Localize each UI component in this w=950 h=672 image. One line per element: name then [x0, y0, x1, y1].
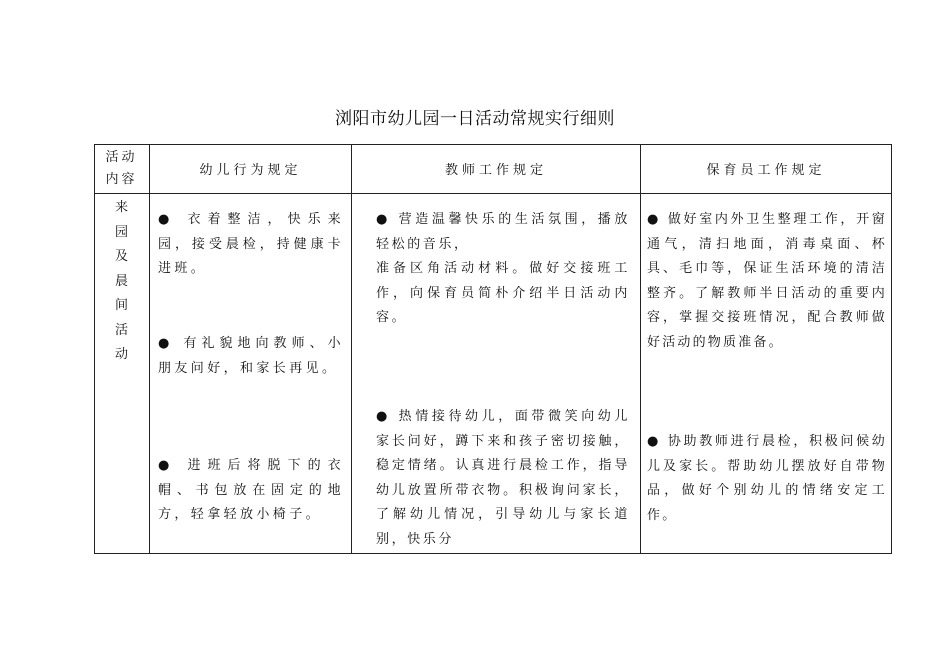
table-divider-3	[640, 144, 641, 554]
header-teacher-rules: 教师工作规定	[444, 163, 547, 178]
teacher-rule-1-cont: 准备区角活动材料。做好交接班工作，向保育员简朴介绍半日活动内容。	[376, 261, 630, 325]
header-corner-line2: 内容	[105, 171, 138, 187]
child-rule-3: ● 进班后将脱下的衣帽、书包放在固定的地方，轻拿轻放小椅子。	[158, 458, 344, 522]
header-caregiver-rules: 保育员工作规定	[706, 163, 826, 178]
table-divider-1	[149, 144, 150, 554]
caregiver-rule-1: ● 做好室内外卫生整理工作，开窗通气，清扫地面，消毒桌面、杯具、毛巾等，保证生活环境的清洁整齐。了解教师半日活动的重要内容，掌握交接班情况，配合教师做好活动的物质准备。	[647, 212, 887, 350]
table-divider-2	[351, 144, 352, 554]
page-bottom-margin	[94, 554, 894, 672]
header-corner-line1: 活动	[105, 149, 138, 165]
row-label-char: 园	[114, 224, 128, 240]
table-border-right	[891, 144, 892, 554]
row-label-char: 及	[114, 249, 128, 264]
teacher-rule-2: ● 热情接待幼儿，面带微笑向幼儿家长问好，蹲下来和孩子密切接触，稳定情绪。认真进行晨检工作，指导幼儿放置所带衣物。积极询问家长，了解幼儿情况，引导幼儿与家长道别，快乐分	[376, 409, 630, 547]
row-label-arrival-morning	[94, 196, 149, 368]
row-label-char: 间	[114, 298, 128, 313]
header-child-rules: 幼儿行为规定	[199, 163, 302, 178]
row-label-char: 动	[114, 347, 128, 362]
header-activity-content	[94, 144, 149, 193]
document-title: 浏阳市幼儿园一日活动常规实行细则	[335, 109, 615, 129]
row-label-char: 来	[114, 200, 128, 215]
rules-table	[94, 144, 892, 554]
child-rule-1: ● 衣着整洁，快乐来园，接受晨检，持健康卡进班。	[158, 212, 344, 276]
row-label-char: 活	[114, 322, 128, 338]
row-label-char: 晨	[114, 273, 128, 289]
caregiver-rule-2: ● 协助教师进行晨检，积极问候幼儿及家长。帮助幼儿摆放好自带物品，做好个别幼儿的情绪安定工作。	[647, 434, 887, 523]
table-header-divider	[94, 193, 892, 194]
teacher-rule-1: ● 营造温馨快乐的生活氛围，播放轻松的音乐，	[376, 212, 630, 252]
child-rule-2: ● 有礼貌地向教师、小朋友问好，和家长再见。	[158, 336, 344, 376]
